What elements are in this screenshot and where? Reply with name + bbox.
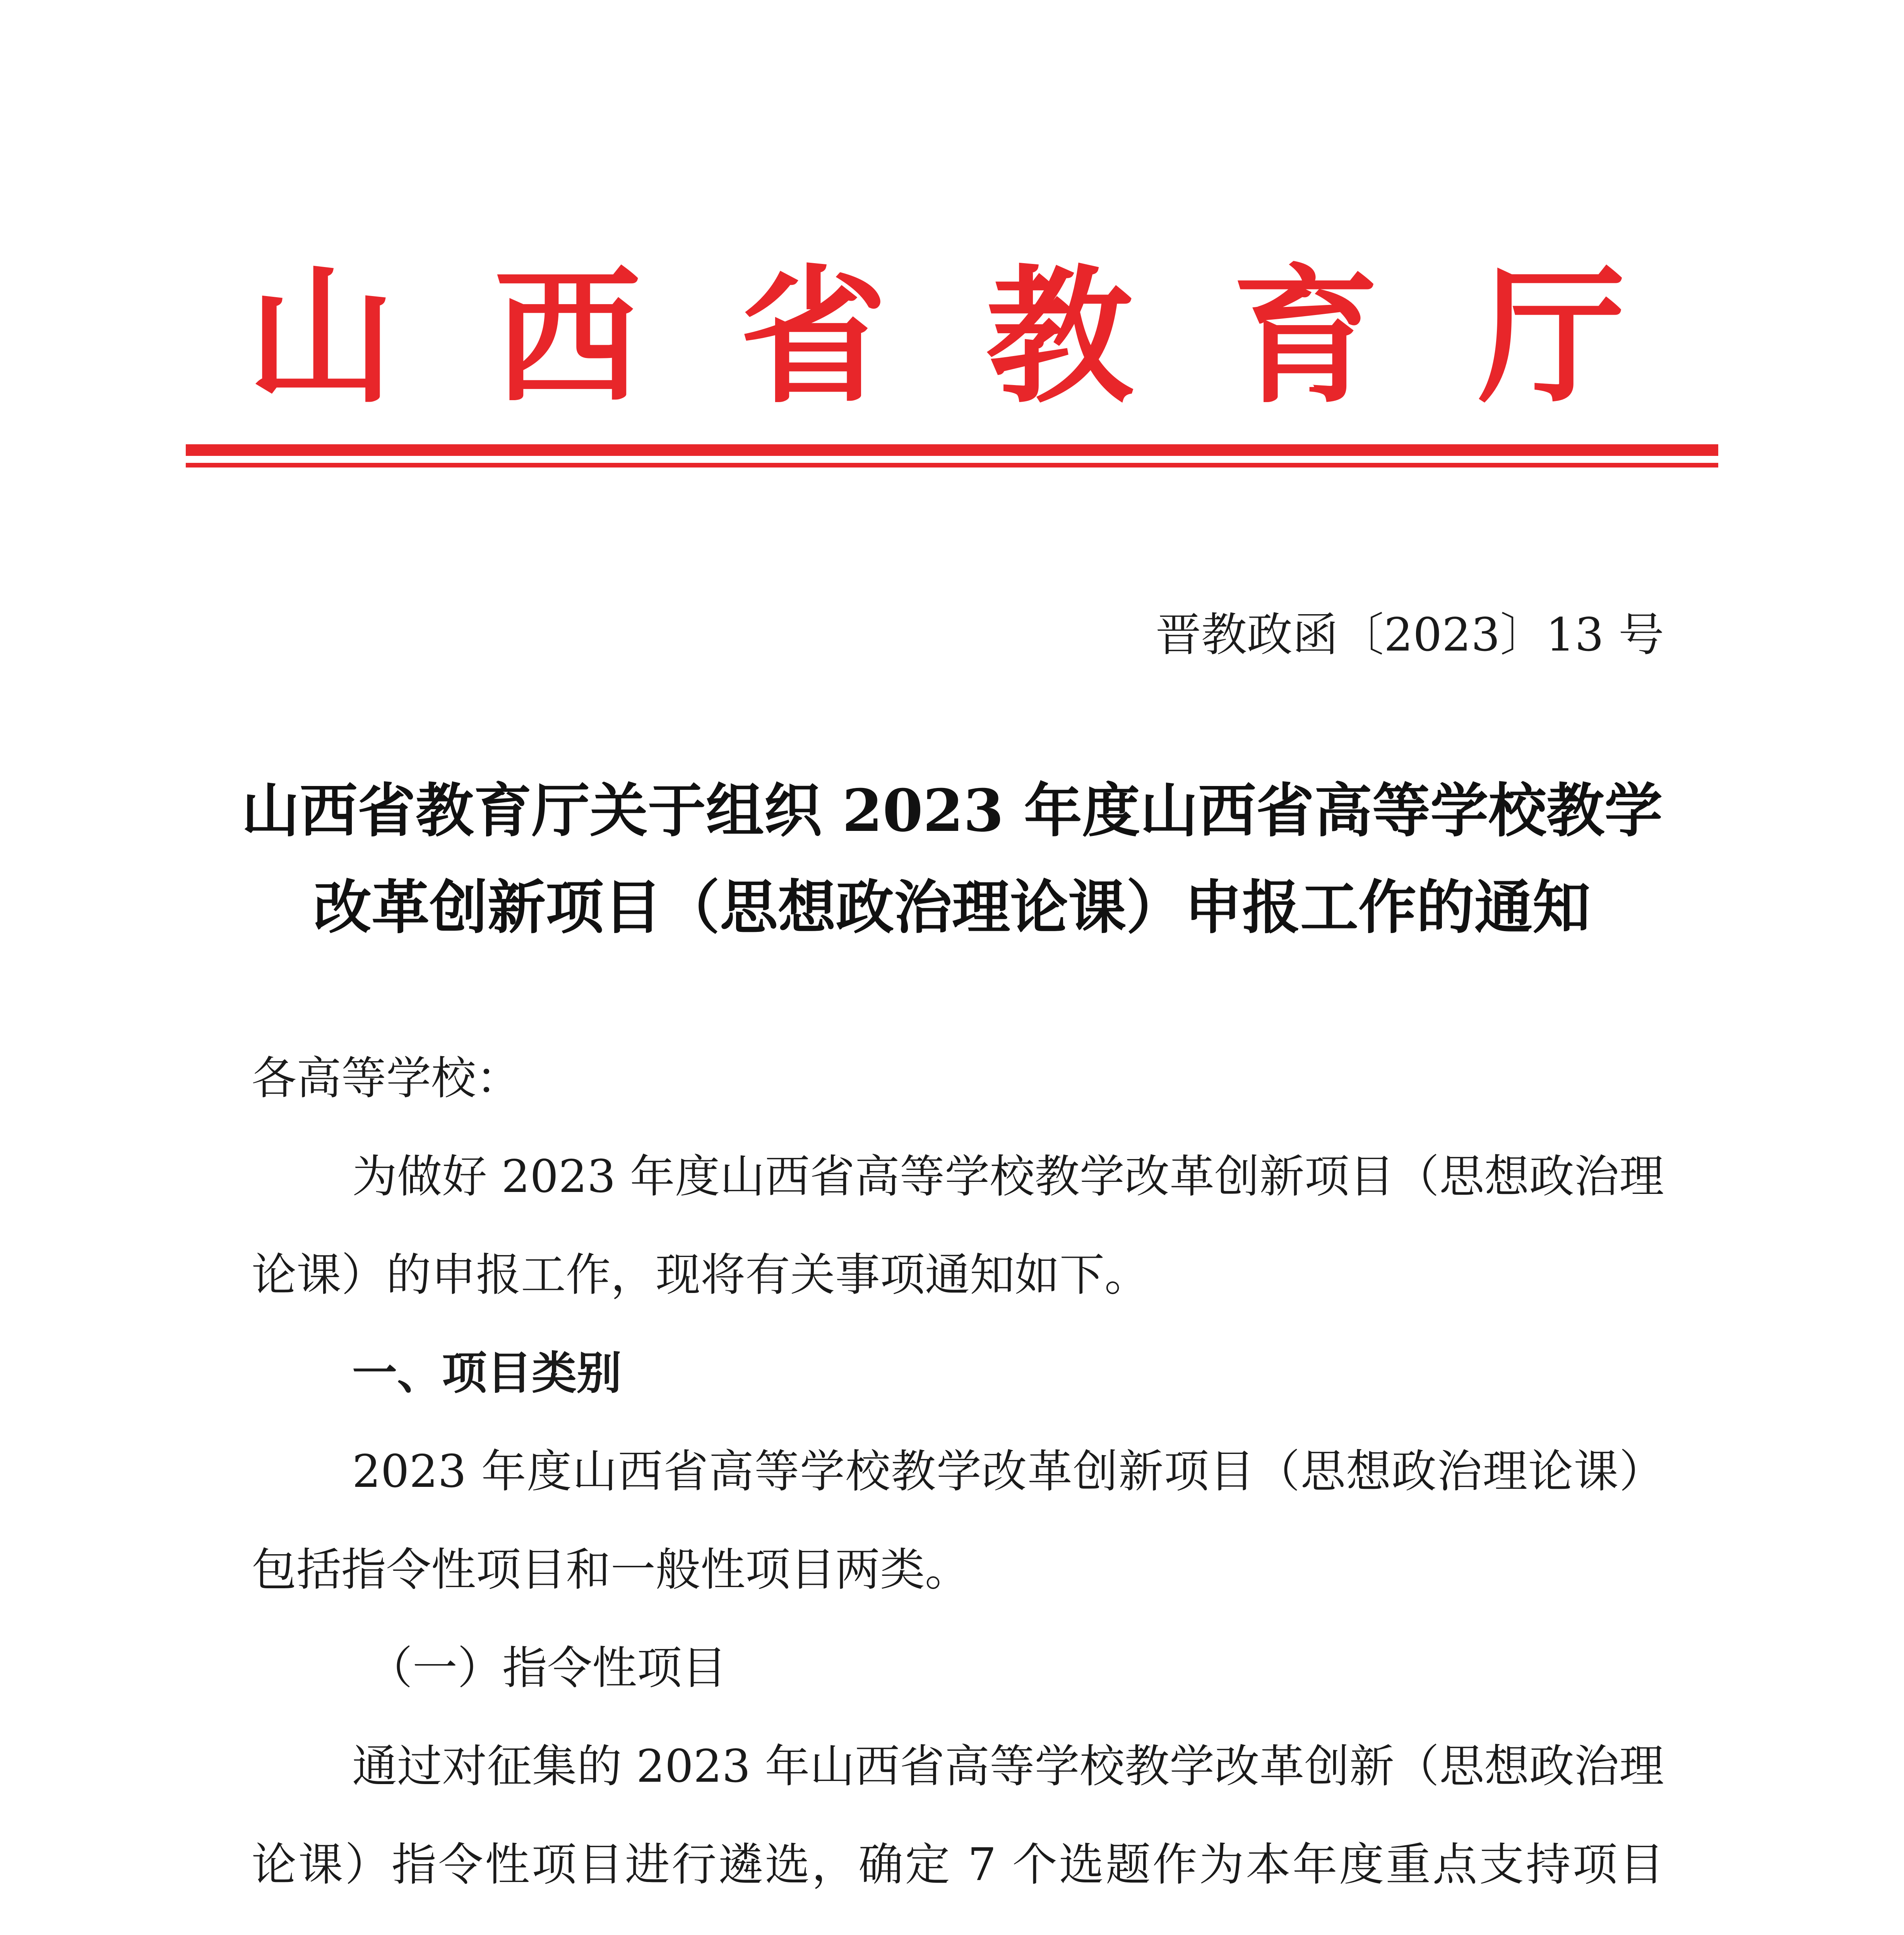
masthead-char: 省 (740, 250, 887, 423)
salutation: 各高等学校： (252, 1052, 521, 1104)
title-line-1: 山西省教育厅关于组织 2023 年度山西省高等学校教学 (241, 777, 1663, 845)
intro-paragraph: 为做好 2023 年度山西省高等学校教学改革创新项目（思想政治理论课）的申报工作，现将有关事项通知如下。 (252, 1151, 1664, 1301)
masthead-char: 厅 (1478, 250, 1625, 423)
masthead-char: 育 (1232, 250, 1379, 423)
masthead-char: 山 (248, 250, 395, 423)
masthead-char: 教 (986, 250, 1133, 423)
title-line-2: 改革创新项目（思想政治理论课）申报工作的通知 (313, 873, 1591, 942)
document-body (252, 1029, 1664, 1935)
document-number: 晋教政函〔2023〕13 号 (1156, 608, 1664, 661)
subsection-paragraph-1: 通过对征集的 2023 年山西省高等学校教学改革创新（思想政治理论课）指令性项目进行遴选，确定 7 个选题作为本年度重点支持项目 (252, 1740, 1664, 1891)
masthead-rule-thin (186, 463, 1718, 467)
subsection-heading-1: （一）指令性项目 (368, 1642, 727, 1694)
document-title (186, 762, 1718, 956)
masthead (248, 248, 1625, 426)
masthead-rule-thick (186, 444, 1718, 456)
section-heading-1: 一、项目类别 (352, 1347, 622, 1399)
section-paragraph-1: 2023 年度山西省高等学校教学改革创新项目（思想政治理论课）包括指令性项目和一般性项目两类。 (252, 1445, 1664, 1596)
masthead-char: 西 (494, 250, 641, 423)
